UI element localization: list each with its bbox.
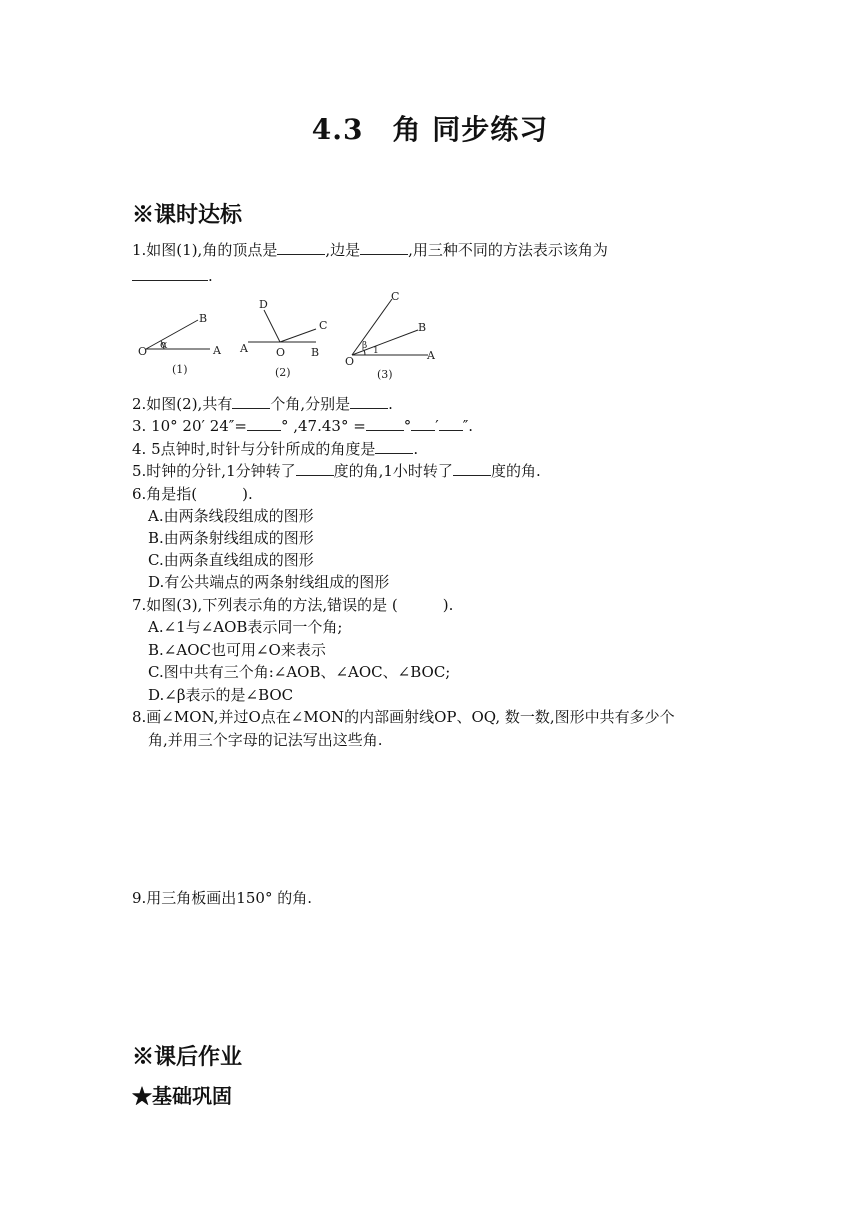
fig1-caption: (1) [172,363,188,376]
question-6-stem: 6.角是指( ). [132,485,253,503]
question-1-line-2: . [132,265,213,285]
fig1-label-a: A [213,344,221,357]
question-9: 9.用三角板画出150° 的角. [132,889,312,907]
answer-blank[interactable] [132,265,208,281]
section-heading-homework: ※课后作业 [132,1044,243,1070]
fig3-label-b: B [418,321,427,334]
answer-blank[interactable] [296,460,334,476]
question-5: 5.时钟的分针,1分钟转了 度的角,1小时转了 度的角. [132,462,541,480]
question-6-option-b: B.由两条射线组成的图形 [148,529,314,547]
fig3-label-c: C [391,290,400,303]
angle-figures [130,285,450,385]
fig2-label-c: C [319,319,328,332]
fig3-label-a: A [427,349,435,362]
fig3-label-o: O [345,355,355,368]
question-7-option-a: A.∠1与∠AOB表示同一个角; [148,618,343,636]
question-1-line-1: 1.如图(1),角的顶点是 ,边是 ,用三种不同的方法表示该角为 [132,241,608,259]
fig3-caption: (3) [377,368,393,381]
question-2: 2.如图(2),共有 个角,分别是 . [132,395,393,413]
section-heading-class-goals: ※课时达标 [132,202,243,228]
answer-blank[interactable] [277,239,325,255]
fig2-label-o: O [276,346,286,359]
question-6-option-a: A.由两条线段组成的图形 [148,507,314,525]
question-8-line-1: 8.画∠MON,并过O点在∠MON的内部画射线OP、OQ, 数一数,图形中共有多少个 [132,708,675,726]
answer-blank[interactable] [411,415,435,431]
question-7-option-c: C.图中共有三个角:∠AOB、∠AOC、∠BOC; [148,663,451,681]
question-7-option-b: B.∠AOC也可用∠O来表示 [148,641,326,659]
fig1-label-b: B [199,312,208,325]
question-7-stem: 7.如图(3),下列表示角的方法,错误的是 ( ). [132,596,454,614]
fig2-label-b: B [311,346,320,359]
answer-blank[interactable] [366,415,404,431]
question-6-option-c: C.由两条直线组成的图形 [148,551,314,569]
fig2-label-d: D [259,298,268,311]
answer-blank[interactable] [350,393,388,409]
answer-blank[interactable] [247,415,281,431]
fig1-label-alpha: α [160,338,168,351]
section-heading-basic-consolidation: ★基础巩固 [132,1084,232,1108]
fig2-caption: (2) [275,366,291,379]
answer-blank[interactable] [232,393,270,409]
question-7-option-d: D.∠β表示的是∠BOC [148,686,294,704]
page-title: 4.3 角 同步练习 [311,113,549,146]
answer-blank[interactable] [360,239,408,255]
question-6-option-d: D.有公共端点的两条射线组成的图形 [148,573,390,591]
fig3-label-beta: β [362,341,368,351]
question-8-line-2: 角,并用三个字母的记法写出这些角. [148,731,383,749]
question-4: 4. 5点钟时,时针与分针所成的角度是 . [132,440,419,458]
answer-blank[interactable] [375,438,413,454]
fig2-label-a: A [240,342,248,355]
answer-blank[interactable] [439,415,463,431]
answer-blank[interactable] [453,460,491,476]
fig1-label-o: O [138,345,148,358]
fig3-label-1: 1 [373,346,379,356]
question-3: 3. 10° 20′ 24″= ° ,47.43° = ° ′ ″. [132,417,474,435]
